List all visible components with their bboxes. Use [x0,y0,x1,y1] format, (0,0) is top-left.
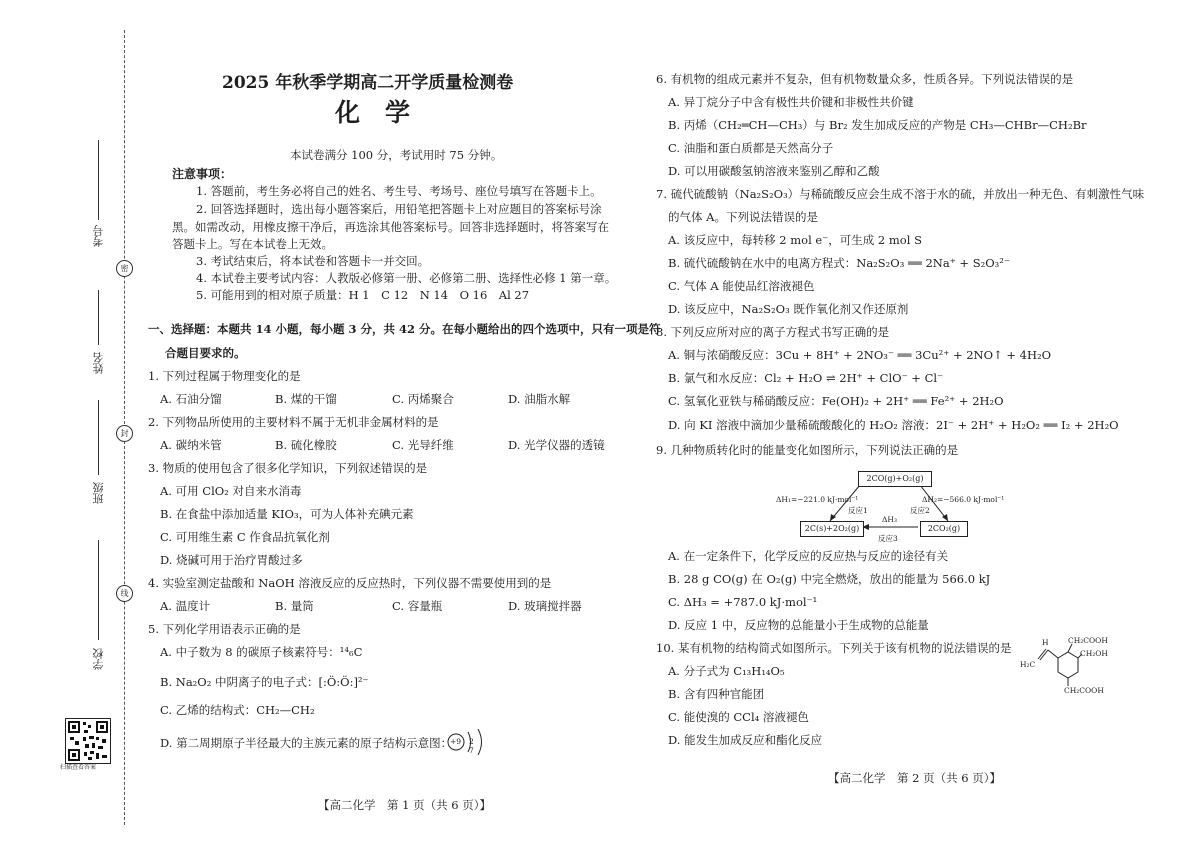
option-a: A. 在一定条件下，化学反应的反应热与反应的途径有关 [668,549,949,563]
question-stem: 2. 下列物品所使用的主要材料不属于无机非金属材料的是 [148,415,439,429]
note-item: 1. 答题前，考生务必将自己的姓名、考生号、考场号、座位号填写在答题卡上。 [196,184,602,198]
option-a: A. 碳纳米管 [160,438,222,452]
energy-cycle-diagram [770,465,1010,545]
note-item: 3. 考试结束后，将本试卷和答题卡一并交回。 [196,254,430,268]
atom-nucleus-label: +9 [450,737,462,746]
exam-info: 本试卷满分 100 分，考试用时 75 分钟。 [290,148,503,162]
option-a: A. 可用 ClO₂ 对自来水消毒 [160,484,302,498]
qr-caption: 扫描查看答案 [60,764,97,771]
note-item: 答题卡上。写在本试卷上无效。 [172,237,333,251]
option-b: B. 含有四种官能团 [668,687,765,701]
delta-h2-label: ΔH₂=−566.0 kJ·mol⁻¹ [922,495,1005,504]
seal-hole-feng: 封 [116,425,133,442]
question-stem: 10. 某有机物的结构简式如图所示。下列关于该有机物的说法错误的是 [656,641,1012,655]
struct-mid-group: CH₂OH [1080,649,1108,658]
option-c: C. 光导纤维 [392,438,454,452]
option-a: A. 石油分馏 [160,392,222,406]
option-c: C. 可用维生素 C 作食品抗氧化剂 [160,530,330,544]
margin-label-name: 姓名 [92,352,105,374]
footer-right: 【高二化学 第 2 页（共 6 页）】 [828,771,1002,785]
option-d: D. 向 KI 溶液中滴加少量稀硫酸酸化的 H₂O₂ 溶液：2I⁻ + 2H⁺ + H₂O₂ ══ I₂ + 2H₂O [668,418,1119,432]
option-b: B. Na₂O₂ 中阴离子的电子式：[:Ö:Ö:]²⁻ [160,675,369,689]
option-d: D. 光学仪器的透镜 [508,438,605,452]
subject-title: 化 学 [335,98,411,127]
question-stem: 9. 几种物质转化时的能量变化如图所示，下列说法正确的是 [656,443,959,457]
option-c: C. 容量瓶 [392,599,443,613]
option-a: A. 中子数为 8 的碳原子核素符号：¹⁴₆C [160,645,363,659]
note-item: 黑。如需改动，用橡皮擦干净后，再选涂其他答案标号。回答非选择题时，将答案写在 [172,220,609,234]
qr-code-icon [65,718,111,764]
option-d: D. 第二周期原子半径最大的主族元素的原子结构示意图： [160,736,453,750]
struct-top-group: CH₂COOH [1068,636,1108,645]
option-c: C. 油脂和蛋白质都是天然高分子 [668,141,834,155]
delta-h3-label: ΔH₃ [882,515,897,524]
option-a: A. 分子式为 C₁₃H₁₄O₅ [668,664,785,678]
section-heading: 一、选择题：本题共 14 小题，每小题 3 分，共 42 分。在每小题给出的四个选项中，只有一项是符 [148,322,661,336]
question-stem: 1. 下列过程属于物理变化的是 [148,369,301,383]
margin-label-school: 学校 [92,648,105,670]
reaction2-label: 反应2 [910,506,930,515]
option-d: D. 玻璃搅拌器 [508,599,582,613]
atom-shell-electrons: 2 7 [469,737,479,755]
delta-h1-label: ΔH₁=−221.0 kJ·mol⁻¹ [776,495,859,504]
option-c: C. 能使溴的 CCl₄ 溶液褪色 [668,710,809,724]
option-d: D. 烧碱可用于治疗胃酸过多 [160,553,303,567]
option-d: D. 该反应中，Na₂S₂O₃ 既作氧化剂又作还原剂 [668,302,909,316]
option-b: B. 煤的干馏 [275,392,337,406]
box-2co-o2: 2CO(g)+O₂(g) [858,471,932,487]
option-c: C. ΔH₃ = +787.0 kJ·mol⁻¹ [668,595,818,609]
box-2co2: 2CO₂(g) [920,521,968,537]
option-b: B. 硫代硫酸钠在水中的电离方程式：Na₂S₂O₃ ══ 2Na⁺ + S₂O₃²⁻ [668,256,1010,270]
question-stem: 3. 物质的使用包含了很多化学知识，下列叙述错误的是 [148,461,428,475]
box-2c-2o2: 2C(s)+2O₂(g) [800,521,864,537]
option-b: B. 量筒 [275,599,314,613]
option-b: B. 28 g CO(g) 在 O₂(g) 中完全燃烧，放出的能量为 566.0 kJ [668,572,991,586]
section-heading-cont: 合题目要求的。 [165,346,246,360]
page-title: 2025 年秋季学期高二开学质量检测卷 [222,73,514,93]
option-c: C. 丙烯聚合 [392,392,454,406]
option-a: A. 温度计 [160,599,211,613]
seal-hole-mi: 密 [116,260,133,277]
question-stem: 8. 下列反应所对应的离子方程式书写正确的是 [656,325,890,339]
question-stem-cont: 的气体 A。下列说法错误的是 [668,210,818,224]
option-c: C. 乙烯的结构式：CH₂—CH₂ [160,703,315,717]
option-b: B. 在食盐中添加适量 KIO₃，可为人体补充碘元素 [160,507,414,521]
option-d: D. 可以用碳酸氢钠溶液来鉴别乙醇和乙酸 [668,164,880,178]
seal-hole-xian: 线 [116,585,133,602]
margin-label-class: 班级 [92,482,105,504]
exam-number-line [98,140,99,220]
struct-h2c-label: H₂C [1020,660,1036,669]
name-line [98,290,99,345]
option-d: D. 油脂水解 [508,392,571,406]
notes-heading: 注意事项： [172,167,233,181]
reaction3-label: 反应3 [878,534,898,543]
option-d: D. 反应 1 中，反应物的总能量小于生成物的总能量 [668,618,929,632]
margin-label-exam-number: 考号 [92,225,105,247]
question-stem: 7. 硫代硫酸钠（Na₂S₂O₃）与稀硫酸反应会生成不溶于水的硫，并放出一种无色、有刺激性气味 [656,187,1145,201]
question-stem: 6. 有机物的组成元素并不复杂，但有机物数量众多，性质各异。下列说法错误的是 [656,72,1074,86]
structural-formula-diagram [1010,636,1110,698]
atom-structure-diagram [444,726,494,758]
option-a: A. 该反应中，每转移 2 mol e⁻，可生成 2 mol S [668,233,922,247]
note-item: 4. 本试卷主要考试内容：人教版必修第一册、必修第二册、选择性必修 1 第一章。 [196,271,617,285]
reaction1-label: 反应1 [848,506,868,515]
option-c: C. 气体 A 能使品红溶液褪色 [668,279,815,293]
option-a: A. 铜与浓硝酸反应：3Cu + 8H⁺ + 2NO₃⁻ ══ 3Cu²⁺ + 2NO↑ + 4H₂O [668,348,1052,362]
struct-bottom-group: CH₂COOH [1064,686,1104,695]
school-line [98,540,99,640]
option-b: B. 硫化橡胶 [275,438,337,452]
question-stem: 4. 实验室测定盐酸和 NaOH 溶液反应的反应热时，下列仪器不需要使用到的是 [148,576,552,590]
struct-h-label: H [1042,638,1049,647]
footer-left: 【高二化学 第 1 页（共 6 页）】 [318,798,492,812]
note-item: 5. 可能用到的相对原子质量：H 1 C 12 N 14 O 16 Al 27 [196,288,530,302]
question-stem: 5. 下列化学用语表示正确的是 [148,622,301,636]
option-b: B. 氯气和水反应：Cl₂ + H₂O ⇌ 2H⁺ + ClO⁻ + Cl⁻ [668,371,944,385]
option-c: C. 氢氧化亚铁与稀硝酸反应：Fe(OH)₂ + 2H⁺ ══ Fe²⁺ + 2H₂O [668,394,1004,408]
option-d: D. 能发生加成反应和酯化反应 [668,733,823,747]
option-b: B. 丙烯（CH₂═CH—CH₃）与 Br₂ 发生加成反应的产物是 CH₃—CHBr—CH₂Br [668,118,1087,132]
note-item: 2. 回答选择题时，选出每小题答案后，用铅笔把答题卡上对应题目的答案标号涂 [196,202,602,216]
class-line [98,400,99,475]
option-a: A. 异丁烷分子中含有极性共价键和非极性共价键 [668,95,914,109]
